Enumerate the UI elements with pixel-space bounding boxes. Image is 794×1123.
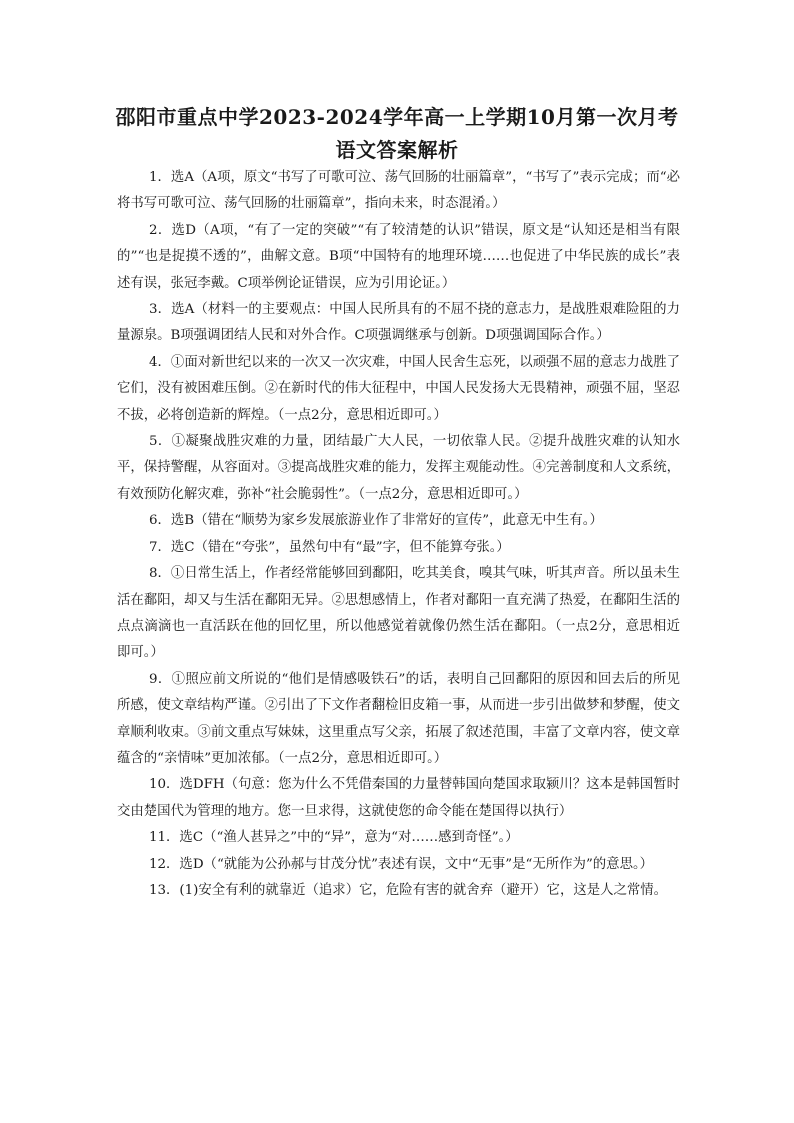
answer-10: 10．选DFH（句意：您为什么不凭借秦国的力量替韩国向楚国求取颍川？这本是韩国暂时交由楚国代为管理的地方。您一旦求得，这就使您的命令能在楚国得以执行） [117, 777, 680, 819]
answer-7: 7．选C（错在“夸张”，虽然句中有“最”字，但不能算夸张。） [149, 539, 510, 555]
document-subtitle: 语文答案解析 [335, 138, 459, 162]
answer-8: 8．①日常生活上，作者经常能够回到鄱阳，吃其美食，嗅其气味，听其声音。所以虽未生活在鄱阳，却又与生活在鄱阳无异。②思想感情上，作者对鄱阳一直充满了热爱，在鄱阳生活的点点滴滴也一直活跃在他的回忆里，所以他感觉着就像仍然生活在鄱阳。（一点2分，意思相近即可。） [117, 566, 680, 661]
answer-12: 12．选D（“就能为公孙郝与甘茂分忧”表述有误，文中“无事”是“无所作为”的意思。） [149, 856, 654, 872]
answer-9: 9．①照应前文所说的“他们是情感吸铁石”的话，表明自己回鄱阳的原因和回去后的所见所感，使文章结构严谨。②引出了下文作者翻检旧皮箱一事，从而进一步引出做梦和梦醒，使文章顺利收束。③前文重点写妹妹，这里重点写父亲，拓展了叙述范围，丰富了文章内容，使文章蕴含的“亲情味”更加浓郁。（一点2分，意思相近即可。） [117, 671, 680, 766]
answer-2: 2．选D（A项，“有了一定的突破”“有了较清楚的认识”错误，原文是“认知还是相当有限的”“也是捉摸不透的”，曲解文意。B项“中国特有的地理环境……也促进了中华民族的成长”表述有误，张冠李戴。C项举例论证错误，应为引用论证。） [117, 222, 680, 291]
document-title: 邵阳市重点中学2023-2024学年高一上学期10月第一次月考 [115, 105, 679, 129]
answer-6: 6．选B（错在“顺势为家乡发展旅游业作了非常好的宣传”，此意无中生有。） [149, 513, 603, 529]
answer-5: 5．①凝聚战胜灾难的力量，团结最广大人民，一切依靠人民。②提升战胜灾难的认知水平，保持警醒，从容面对。③提高战胜灾难的能力，发挥主观能动性。④完善制度和人文系统，有效预防化解灾难，弥补“社会脆弱性”。（一点2分，意思相近即可。） [117, 434, 680, 502]
answer-3: 3．选A（材料一的主要观点：中国人民所具有的不屈不挠的意志力，是战胜艰难险阻的力量源泉。B项强调团结人民和对外合作。C项强调继承与创新。D项强调国际合作。） [117, 302, 680, 344]
answer-4: 4．①面对新世纪以来的一次又一次灾难，中国人民舍生忘死，以顽强不屈的意志力战胜了它们，没有被困难压倒。②在新时代的伟大征程中，中国人民发扬大无畏精神，顽强不屈，坚忍不拔，必将创造新的辉煌。（一点2分，意思相近即可。） [117, 354, 680, 423]
answer-1: 1．选A（A项，原文“书写了可歌可泣、荡气回肠的壮丽篇章”，“书写了”表示完成；而“必将书写可歌可泣、荡气回肠的壮丽篇章”，指向未来，时态混淆。） [117, 170, 680, 212]
answer-13: 13．(1)安全有利的就靠近（追求）它，危险有害的就舍弃（避开）它，这是人之常情。 [149, 882, 668, 898]
answer-list [117, 165, 680, 904]
answer-11: 11．选C（“渔人甚异之”中的“异”，意为“对……感到奇怪”。） [149, 830, 519, 846]
